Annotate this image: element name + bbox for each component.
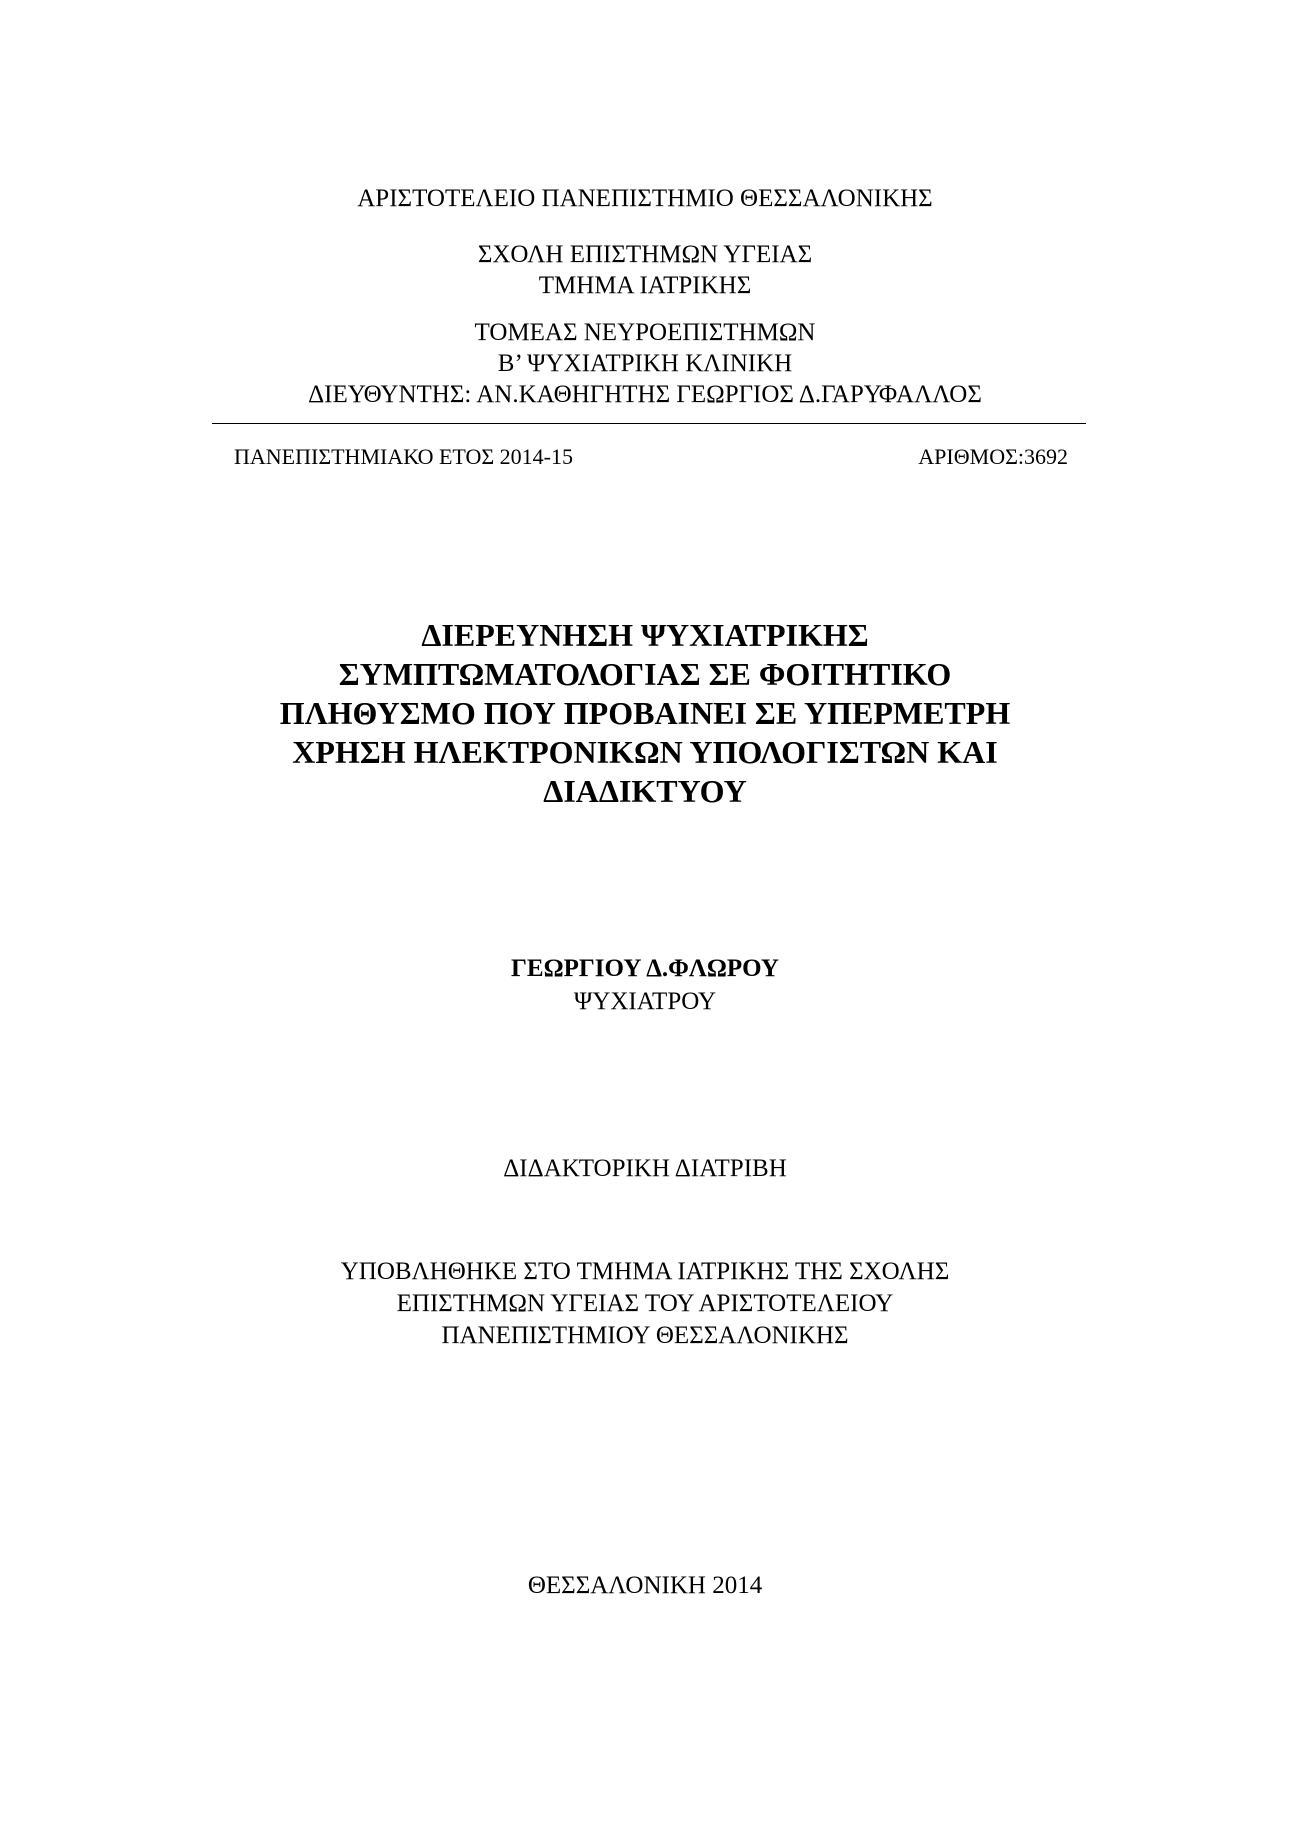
academic-year: ΠΑΝΕΠΙΣΤΗΜΙΑΚΟ ΕΤΟΣ 2014-15 (234, 444, 573, 469)
clinic-name: Β’ ΨΥΧΙΑΤΡΙΚΗ ΚΛΙΝΙΚΗ (497, 350, 793, 377)
submission-line: ΥΠΟΒΛΗΘΗΚΕ ΣΤΟ ΤΜΗΜΑ ΙΑΤΡΙΚΗΣ ΤΗΣ ΣΧΟΛΗΣ (340, 1258, 950, 1285)
author-role: ΨΥΧΙΑΤΡΟΥ (573, 988, 717, 1015)
university-name: ΑΡΙΣΤΟΤΕΛΕΙΟ ΠΑΝΕΠΙΣΤΗΜΙΟ ΘΕΣΣΑΛΟΝΙΚΗΣ (357, 185, 933, 212)
author-name: ΓΕΩΡΓΙΟΥ Δ.ΦΛΩΡΟΥ (511, 955, 779, 982)
thesis-type: ΔΙΔΑΚΤΟΡΙΚΗ ΔΙΑΤΡΙΒΗ (503, 1155, 787, 1182)
title-line: ΔΙΑΔΙΚΤΥΟΥ (543, 773, 747, 809)
title-line: ΧΡΗΣΗ ΗΛΕΚΤΡΟΝΙΚΩΝ ΥΠΟΛΟΓΙΣΤΩΝ ΚΑΙ (292, 734, 998, 770)
title-line: ΔΙΕΡΕΥΝΗΣΗ ΨΥΧΙΑΤΡΙΚΗΣ (421, 617, 869, 653)
place-date: ΘΕΣΣΑΛΟΝΙΚΗ 2014 (527, 1572, 763, 1599)
sector-name: ΤΟΜΕΑΣ ΝΕΥΡΟΕΠΙΣΤΗΜΩΝ (474, 319, 816, 346)
director-line: ΔΙΕΥΘΥΝΤΗΣ: ΑΝ.ΚΑΘΗΓΗΤΗΣ ΓΕΩΡΓΙΟΣ Δ.ΓΑΡΥΦΑΛΛΟΣ (308, 381, 982, 408)
thesis-title (0, 616, 1290, 811)
submission-line: ΕΠΙΣΤΗΜΩΝ ΥΓΕΙΑΣ ΤΟΥ ΑΡΙΣΤΟΤΕΛΕΙΟΥ (396, 1290, 894, 1317)
department-name: ΤΜΗΜΑ ΙΑΤΡΙΚΗΣ (538, 272, 752, 299)
header-divider (212, 423, 1086, 424)
title-line: ΣΥΜΠΤΩΜΑΤΟΛΟΓΙΑΣ ΣΕ ΦΟΙΤΗΤΙΚΟ (338, 656, 952, 692)
submission-line: ΠΑΝΕΠΙΣΤΗΜΙΟΥ ΘΕΣΣΑΛΟΝΙΚΗΣ (441, 1322, 849, 1349)
title-line: ΠΛΗΘΥΣΜΟ ΠΟΥ ΠΡΟΒΑΙΝΕΙ ΣΕ ΥΠΕΡΜΕΤΡΗ (279, 695, 1011, 731)
thesis-number: ΑΡΙΘΜΟΣ:3692 (918, 444, 1068, 469)
school-name: ΣΧΟΛΗ ΕΠΙΣΤΗΜΩΝ ΥΓΕΙΑΣ (477, 241, 813, 268)
